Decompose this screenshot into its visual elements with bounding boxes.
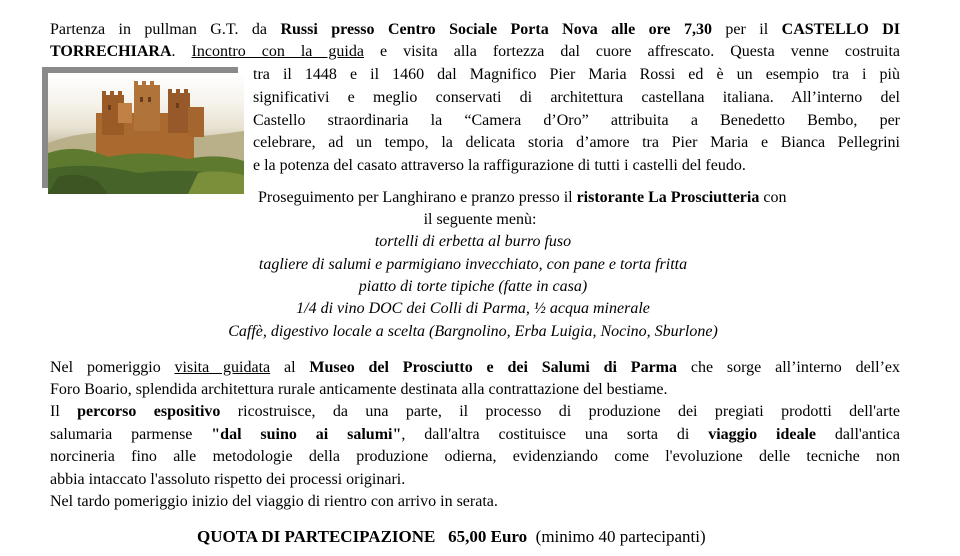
afternoon-line-1: Nel pomeriggio visita guidata al Museo del Prosciutto e dei Salumi di Parma che sorge all’interno dell’ex: [50, 359, 900, 376]
fee-price: 65,00 Euro: [448, 527, 528, 546]
afternoon-line-6: abbia intaccato l'assoluto rispetto dei processi originari.: [50, 471, 406, 488]
afternoon-line-7: Nel tardo pomeriggio inizio del viaggio di rientro con arrivo in serata.: [50, 493, 498, 510]
intro-line-5: Castello straordinaria la “Camera d’Oro” attribuita a Benedetto Bembo, per: [253, 112, 900, 129]
fee-note: (minimo 40 partecipanti): [535, 527, 706, 546]
afternoon-line-5: norcineria fino alle metodologie della produzione odierna, evidenziando come l'evoluzione delle tecniche non: [50, 448, 900, 465]
intro-line-4: significativi e meglio conservati di architettura castellana italiana. All’interno del: [253, 89, 900, 106]
afternoon-line-4: salumaria parmense "dal suino ai salumi", dall'altra costituisce una sorta di viaggio ideale dall'antica: [50, 426, 900, 443]
menu-item: tagliere di salumi e parmigiano invecchiato, con pane e torta fritta: [258, 256, 688, 273]
afternoon-line-3: Il percorso espositivo ricostruisce, da una parte, il processo di produzione dei pregiati prodotti dell'arte: [50, 403, 900, 420]
menu-item: piatto di torte tipiche (fatte in casa): [358, 278, 588, 295]
guide-meeting-text: Incontro con la guida: [191, 43, 364, 60]
intro-line-1: Partenza in pullman G.T. da Russi presso Centro Sociale Porta Nova alle ore 7,30 per il CASTELLO DI: [50, 21, 901, 38]
menu-item: tortelli di erbetta al burro fuso: [374, 233, 572, 250]
intro-line-6: celebrare, ad un tempo, la delicata storia d’amore tra Pier Maria e Bianca Pellegrini: [253, 134, 900, 151]
afternoon-line-2: Foro Boario, splendida architettura rurale anticamente destinata alla contrattazione del bestiame.: [50, 381, 668, 398]
menu-item: Caffè, digestivo locale a scelta (Bargnolino, Erba Luigia, Nocino, Sburlone): [228, 323, 718, 340]
menu-item: 1/4 di vino DOC dei Colli di Parma, ½ acqua minerale: [296, 300, 650, 317]
intro-line-2: TORRECHIARA. Incontro con la guida e visita alla fortezza dal cuore affrescato. Questa venne costruita: [50, 43, 900, 60]
lunch-line-1: Proseguimento per Langhirano e pranzo presso il ristorante La Prosciutteria con: [258, 189, 787, 206]
lunch-line-2: il seguente menù:: [423, 211, 537, 228]
castle-photo-icon: [48, 73, 244, 194]
fee-label: QUOTA DI PARTECIPAZIONE: [197, 527, 436, 546]
participation-fee: [197, 526, 706, 548]
intro-line-7: e la potenza del casato attraverso la raffigurazione di tutti i castelli del feudo.: [253, 157, 746, 174]
castle-photo-frame: [42, 67, 244, 194]
intro-line-3: tra il 1448 e il 1460 dal Magnifico Pier Maria Rossi ed è un esempio tra i più: [253, 66, 900, 83]
